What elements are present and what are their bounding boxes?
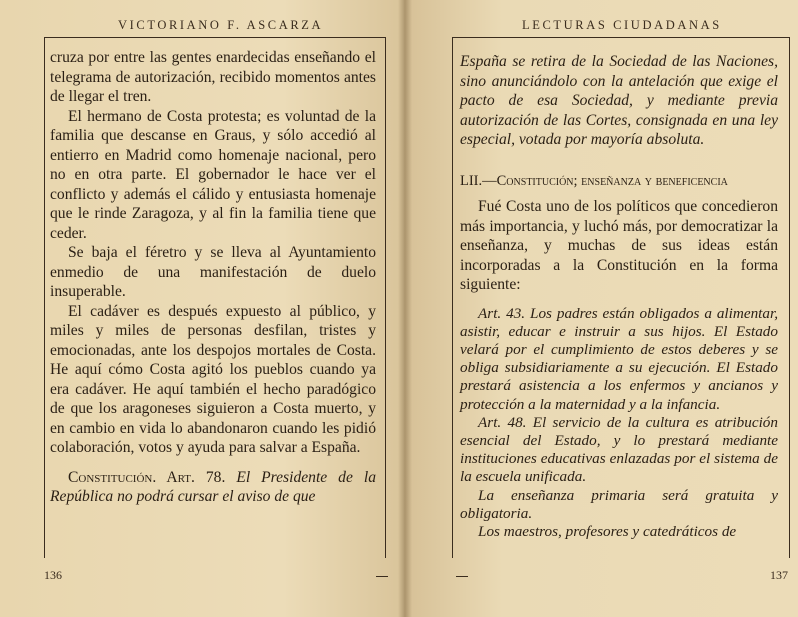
article-paragraph: Los maestros, profesores y catedráticos de bbox=[478, 522, 737, 540]
paragraph: España se retira de la Sociedad de las Naciones, sino anunciándolo con la antelación que exige el pacto de esa Sociedad, y mediante previa autorización de las Cortes, consignada en una ley especial, votada por mayoría absoluta. bbox=[460, 53, 778, 148]
paragraph: cruza por entre las gentes enardecidas enseñando el telegrama de autorización, recibido momentos antes de llegar el tren. bbox=[50, 49, 376, 105]
page-number-left: 136 bbox=[44, 568, 62, 582]
left-page-text bbox=[50, 48, 376, 507]
article-label: Constitución. Art. 78. bbox=[68, 468, 226, 486]
paragraph: El hermano de Costa protesta; es voluntad de la familia que descanse en Graus, y sólo accedió al entierro en Madrid como homenaje nacional, pero no en otra parte. El gobernador le hace ver el conflicto y además el cálido y entusiasta homenaje que le rinde Zaragoza, y al fin la familia tiene que ceder. bbox=[50, 107, 376, 242]
running-head-left: VICTORIANO F. ASCARZA bbox=[118, 18, 324, 32]
article-paragraph: Art. 43. Los padres están obligados a alimentar, asistir, educar e instruir a sus hijos. El Estado velará por el cumplimiento de estos deberes y se obliga subsidiariamente a su ejecución. El Estado prestará asistencia a los enfermos y ancianos y protección a la maternidad y a la infancia. bbox=[460, 304, 778, 413]
paragraph: Fué Costa uno de los políticos que concedieron más importancia, y luchó más, por democratizar la enseñanza, y muchas de sus ideas están incorporadas a la Constitución en la forma siguiente: bbox=[460, 198, 778, 293]
section-heading bbox=[460, 172, 778, 192]
section-number: LII.— bbox=[460, 172, 497, 189]
paragraph: Se baja el féretro y se lleva al Ayuntamiento enmedio de una manifestación de duelo insuperable. bbox=[50, 244, 376, 300]
article-paragraph: Art. 48. El servicio de la cultura es atribución esencial del Estado, y lo prestará mediante instituciones educativas enlazadas por el sistema de la escuela unificada. bbox=[460, 413, 778, 486]
divider bbox=[456, 576, 468, 577]
running-head-right: LECTURAS CIUDADANAS bbox=[522, 18, 722, 32]
book-gutter bbox=[398, 0, 412, 617]
section-title: Constitución; enseñanza y beneficencia bbox=[496, 172, 728, 189]
paragraph: El cadáver es después expuesto al público, y miles y miles de personas desfilan, tristes y emocionadas, ante los despojos mortales de Costa. He aquí cómo Costa agitó los pueblos cuando ya era cadáver. He aquí también el hecho paradógico de que los aragoneses siguieron a Costa muerto, y en cambio en vida lo abandonaron cuando les pidió colaboración, votos y ayuda para salvar a España. bbox=[50, 302, 376, 456]
article-paragraph: La enseñanza primaria será gratuita y obligatoria. bbox=[460, 486, 778, 522]
article-text: El Presidente de la República no podrá cursar el aviso de que bbox=[50, 468, 376, 505]
divider bbox=[376, 576, 388, 577]
page-number-right: 137 bbox=[770, 568, 788, 582]
paragraph bbox=[50, 468, 376, 507]
right-page bbox=[404, 0, 798, 617]
right-page-text bbox=[460, 52, 778, 541]
